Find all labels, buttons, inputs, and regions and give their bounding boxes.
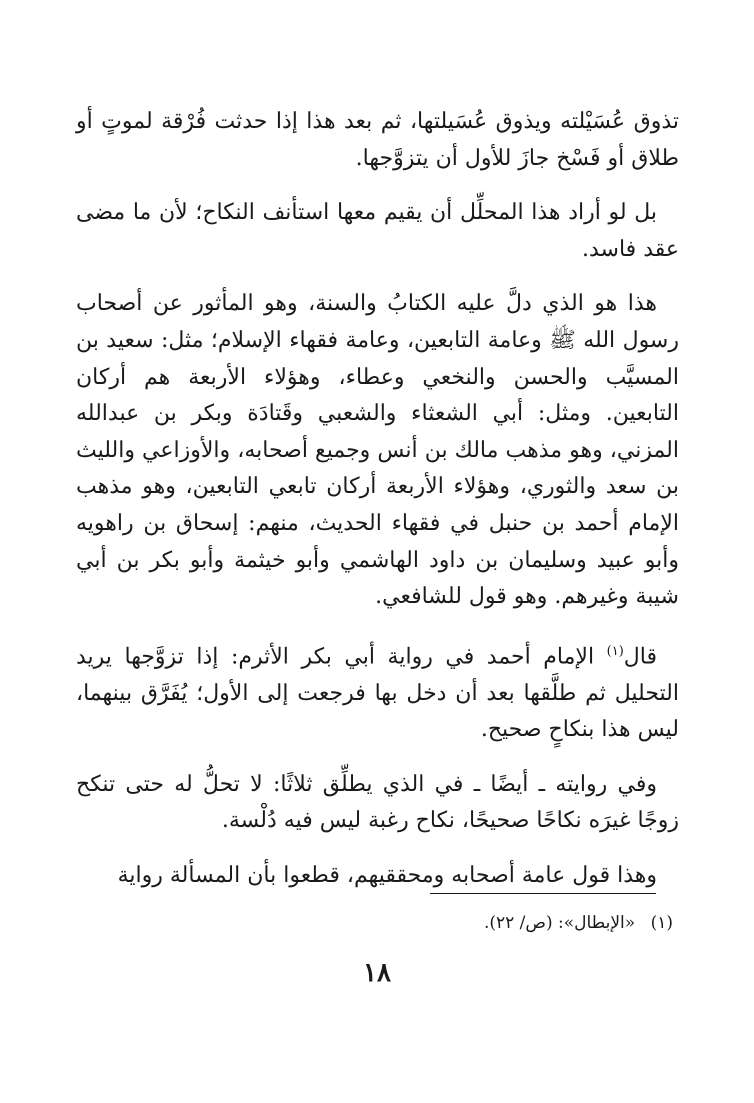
paragraph-2: بل لو أراد هذا المحلِّل أن يقيم معها استأنف النكاح؛ لأن ما مضى عقد فاسد. [76,200,679,262]
paragraph-4-body: الإمام أحمد في رواية أبي بكر الأثرم: إذا تزوَّجها يريد التحليل ثم طلَّقها بعد أن دخل بها فرجعت إلى الأول؛ يُفَرَّق بينهما، ليس هذا بنكاحٍ صحيح. [76,644,679,743]
footnote-reference[interactable]: (١) [606,643,624,659]
paragraph-3: هذا هو الذي دلَّ عليه الكتابُ والسنة، وهو المأثور عن أصحاب رسول الله ﷺ وعامة التابعين، وعامة فقهاء الإسلام؛ مثل: سعيد بن المسيَّب والحسن والنخعي وعطاء، وهؤلاء الأربعة هم أركان التابعين. ومثل: أبي الشعثاء والشعبي وقَتادَة وبكر بن عبدالله المزني، وهو مذهب مالك بن أنس وجميع أصحابه، والأوزاعي والليث بن سعد والثوري، وهؤلاء الأربعة أركان تابعي التابعين، وهو مذهب الإمام أحمد بن حنبل في فقهاء الحديث، منهم: إسحاق بن راهويه وأبو عبيد وسليمان بن داود الهاشمي وأبو خيثمة وأبو بكر بن أبي شيبة وغيرهم. وهو قول للشافعي. [76,291,679,610]
footnote-text: «الإبطال»: (ص/ ٢٢). [483,913,636,933]
footnote-divider [430,893,656,894]
paragraph-4-prefix: قال [623,644,657,670]
paragraph-5: وفي روايته ـ أيضًا ـ في الذي يطلِّق ثلاثًا: لا تحلُّ له حتى تنكح زوجًا غيرَه نكاحًا صحيحًا، نكاح رغبة ليس فيه دُلْسة. [76,771,679,834]
page-number: ١٨ [363,958,391,988]
paragraph-6: وهذا قول عامة أصحابه ومحققيهم، قطعوا بأن المسألة رواية [117,863,657,889]
main-text [76,104,679,913]
paragraph-4 [76,634,679,749]
paragraph-1: تذوق عُسَيْلته ويذوق عُسَيلتها، ثم بعد هذا إذا حدثت فُرْقة لموتٍ أو طلاق أو فَسْخ جازَ للأول أن يتزوَّجها. [76,109,679,171]
footnote [273,911,673,935]
footnote-marker: (١) [650,913,673,933]
